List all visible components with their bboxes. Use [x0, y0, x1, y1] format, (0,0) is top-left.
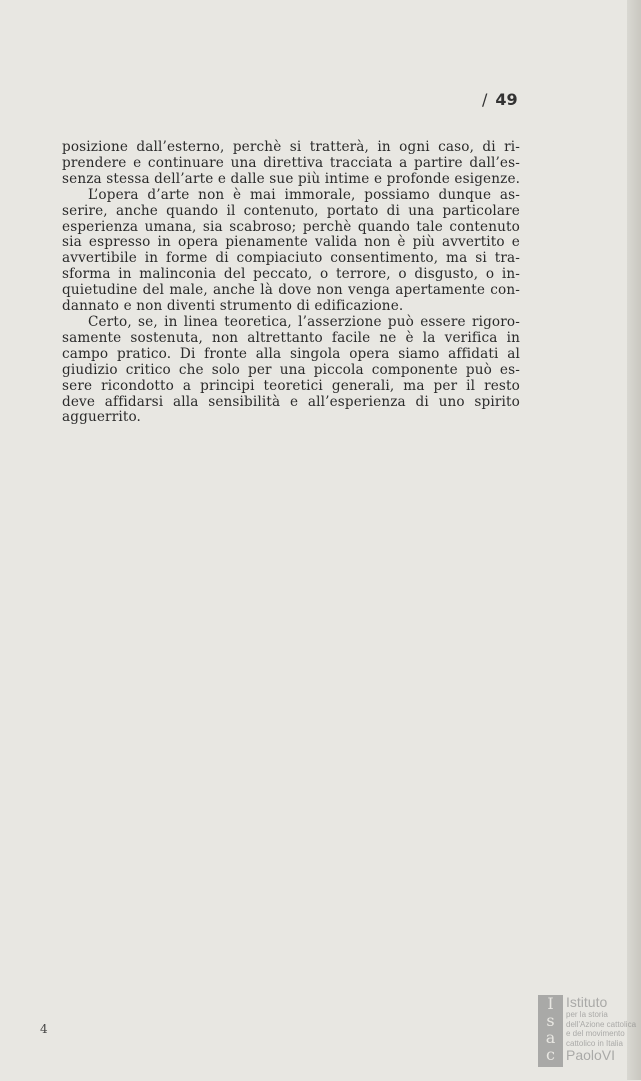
text-line: deve affidarsi alla sensibilità e all’esperienza di uno spirito	[62, 393, 520, 410]
page-number-value: 49	[495, 90, 518, 109]
text-line: giudizio critico che solo per una piccola componente può es-	[62, 361, 520, 378]
text-line: Certo, se, in linea teoretica, l’asserzione può essere rigoro-	[88, 313, 520, 330]
text-line: serire, anche quando il contenuto, portato di una particolare	[62, 202, 520, 219]
watermark-line: cattolico in Italia	[566, 1038, 623, 1048]
signature-mark: 4	[40, 1022, 48, 1036]
text-line: posizione dall’esterno, perchè si tratterà, in ogni caso, di ri-	[62, 139, 520, 155]
watermark-line: dell'Azione cattolica	[566, 1019, 637, 1029]
watermark-text	[566, 995, 636, 1063]
watermark-line: Istituto	[566, 994, 608, 1010]
paragraph-2	[62, 188, 520, 315]
text-line: quietudine del male, anche là dove non venga apertamente con-	[62, 282, 520, 299]
paragraph-3	[62, 315, 520, 426]
text-line: L’opera d’arte non è mai immorale, possiamo dunque as-	[88, 186, 520, 203]
paragraph-1	[62, 140, 520, 188]
watermark-line: PaoloVI	[566, 1047, 616, 1064]
text-line: sforma in malinconia del peccato, o terrore, o disgusto, o in-	[62, 266, 520, 283]
text-line: sia espresso in opera pienamente valida non è più avvertito e	[62, 234, 520, 251]
text-line: esperienza umana, sia scabroso; perchè quando tale contenuto	[62, 218, 520, 235]
text-line: prendere e continuare una direttiva tracciata a partire dall’es-	[62, 154, 520, 171]
text-line: sere ricondotto a principi teoretici generali, ma per il resto	[62, 377, 520, 394]
body-text	[62, 140, 520, 426]
isacem-watermark-logo	[538, 994, 638, 1081]
text-line: samente sostenuta, non altrettanto facile ne è la verifica in	[62, 329, 520, 346]
isacem-monogram: I s a c m	[538, 995, 563, 1067]
page-edge	[627, 0, 641, 1080]
text-line: campo pratico. Di fronte alla singola opera siamo affidati al	[62, 345, 520, 362]
watermark-line: per la storia	[566, 1010, 608, 1019]
text-line: dannato e non diventi strumento di edificazione.	[62, 298, 404, 315]
text-line: avvertibile in forme di compiaciuto consentimento, ma si tra-	[62, 250, 520, 267]
text-line: agguerrito.	[62, 409, 142, 426]
page-number-slash: /	[482, 90, 488, 109]
page-number	[482, 90, 518, 109]
watermark-line: e del movimento	[566, 1029, 625, 1039]
text-line: senza stessa dell’arte e dalle sue più intime e profonde esigenze.	[62, 170, 521, 187]
